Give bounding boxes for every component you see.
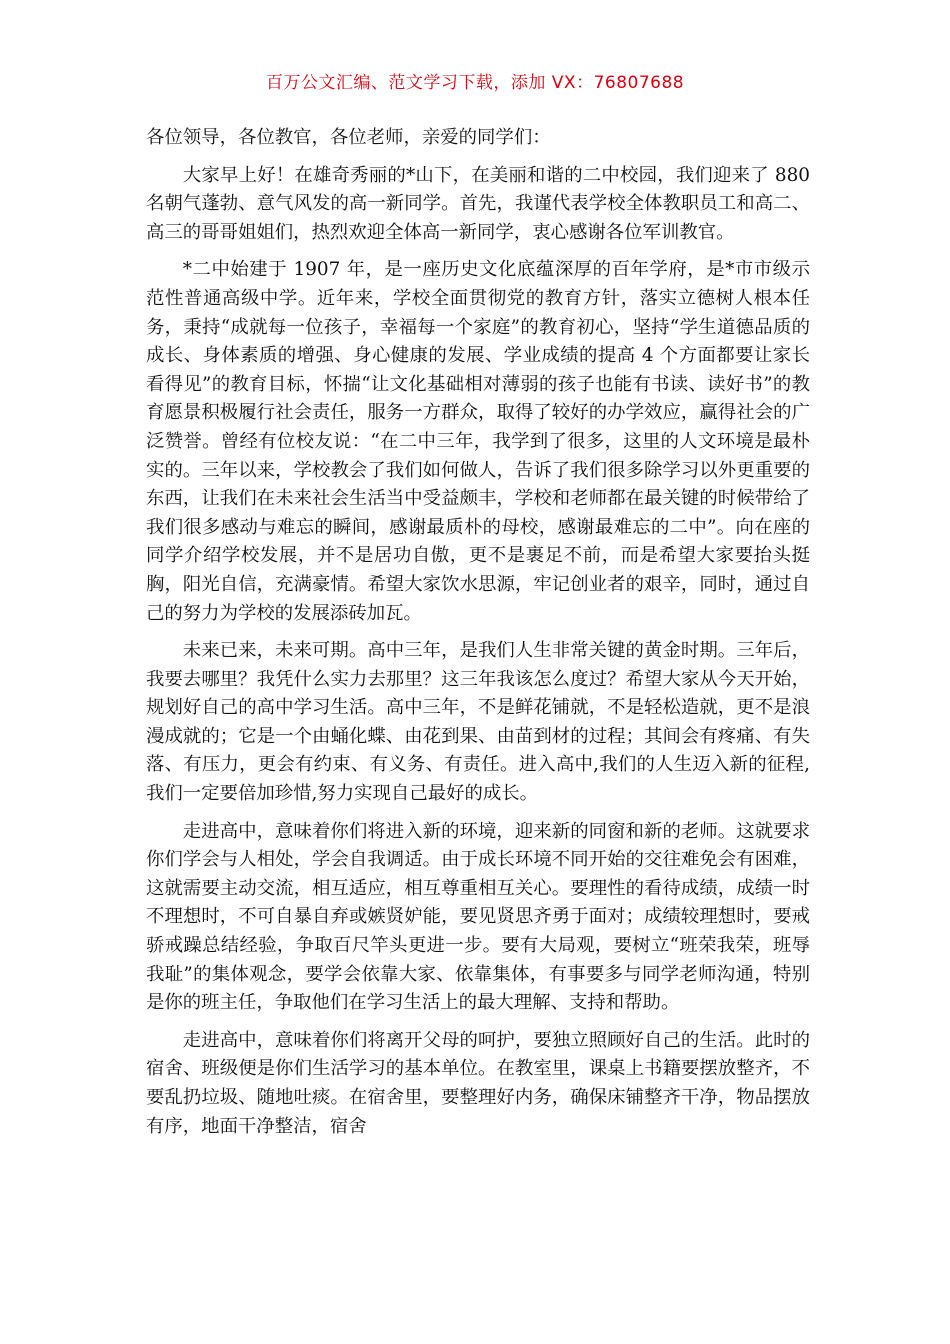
header-banner: 百万公文汇编、范文学习下载，添加 VX：76807688 [265,73,685,93]
paragraph-welcome: 大家早上好！在雄奇秀丽的*山下，在美丽和谐的二中校园，我们迎来了 880 名朝气蓬勃、意气风发的高一新同学。首先，我谨代表学校全体教职员工和高二、高三的哥哥姐姐们，热烈欢迎全体高一新同学，衷心感谢各位军训教官。 [146,164,810,243]
paragraph-new-environment: 走进高中，意味着你们将进入新的环境，迎来新的同窗和新的老师。这就要求你们学会与人相处，学会自我调适。由于成长环境不同开始的交往难免会有困难，这就需要主动交流，相互适应，相互尊重相互关心。要理性的看待成绩，成绩一时不理想时，不可自暴自弃或嫉贤妒能，要见贤思齐勇于面对；成绩较理想时，要戒骄戒躁总结经验，争取百尺竿头更进一步。要有大局观，要树立“班荣我荣，班辱我耻”的集体观念，要学会依靠大家、依靠集体，有事要多与同学老师沟通，特别是你的班主任，争取他们在学习生活上的最大理解、支持和帮助。 [146,820,810,1014]
paragraph-school-history: *二中始建于 1907 年，是一座历史文化底蕴深厚的百年学府，是*市市级示范性普通高级中学。近年来，学校全面贯彻党的教育方针，落实立德树人根本任务，秉持“成就每一位孩子，幸福每一个家庭”的教育初心，坚持“学生道德品质的成长、身体素质的增强、身心健康的发展、学业成绩的提高 4 个方面都要让家长看得见”的教育目标，怀揣“让文化基础相对薄弱的孩子也能有书读、读好书”的教育愿景积极履行社会责任，服务一方群众，取得了较好的办学效应，赢得社会的广泛赞誉。曾经有位校友说：“在二中三年，我学到了很多，这里的人文环境是最朴实的。三年以来，学校教会了我们如何做人，告诉了我们很多除学习以外更重要的东西，让我们在未来社会生活当中受益颇丰，学校和老师都在最关键的时候带给了我们很多感动与难忘的瞬间，感谢最质朴的母校，感谢最难忘的二中”。向在座的同学介绍学校发展，并不是居功自傲，更不是裹足不前，而是希望大家要抬头挺胸，阳光自信，充满豪情。希望大家饮水思源，牢记创业者的艰辛，同时，通过自己的努力为学校的发展添砖加瓦。 [146,259,810,624]
document-body [146,124,810,1150]
greeting-line: 各位领导，各位教官，各位老师，亲爱的同学们： [146,127,551,148]
paragraph-future: 未来已来，未来可期。高中三年，是我们人生非常关键的黄金时期。三年后，我要去哪里？我凭什么实力去那里？这三年我该怎么度过？希望大家从今天开始，规划好自己的高中学习生活。高中三年，不是鲜花铺就，不是轻松造就，更不是浪漫成就的；它是一个由蛹化蝶、由花到果、由苗到材的过程；其间会有疼痛、有失落、有压力，更会有约束、有义务、有责任。进入高中,我们的人生迈入新的征程,我们一定要倍加珍惜,努力实现自己最好的成长。 [146,640,810,805]
paragraph-independent-life: 走进高中，意味着你们将离开父母的呵护，要独立照顾好自己的生活。此时的宿舍、班级便是你们生活学习的基本单位。在教室里，课桌上书籍要摆放整齐，不要乱扔垃圾、随地吐痰。在宿舍里，要整理好内务，确保床铺整齐干净，物品摆放有序，地面干净整洁，宿舍 [146,1029,810,1137]
